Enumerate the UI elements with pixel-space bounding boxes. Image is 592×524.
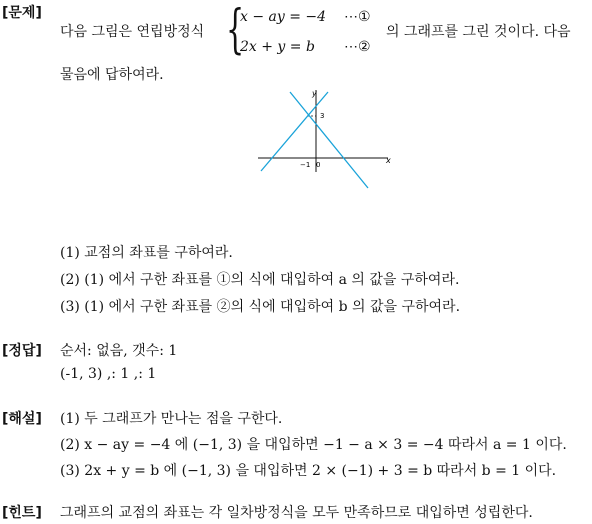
explanation-tag: [해설] [2,411,42,427]
equation-2: 2x + y = b [240,39,315,55]
problem-intro-line2: 물음에 답하여라. [60,67,164,83]
system-brace: { [226,0,245,60]
answer-line-2: (-1, 3) ,: 1 ,: 1 [60,366,157,382]
line-2 [261,92,328,171]
line-1 [290,92,368,188]
explanation-line-3: (3) 2x + y = b 에 (−1, 3) 을 대입하면 2 × (−1) + 3 = b 따라서 b = 1 이다. [60,463,557,479]
origin-label: 0 [316,161,321,169]
hint-tag: [힌트] [2,505,42,521]
x-axis-label: x [386,156,391,165]
answer-tag: [정답] [2,343,42,359]
tick-label-x: −1 [300,161,311,169]
graph [250,84,400,196]
explanation-line-1: (1) 두 그래프가 만나는 점을 구한다. [60,411,283,427]
y-axis-label: y [312,89,317,98]
answer-line-1: 순서: 없음, 갯수: 1 [60,343,178,359]
problem-tag: [문제] [2,5,42,21]
question-3: (3) (1) 에서 구한 좌표를 ②의 식에 대입하여 b 의 값을 구하여라. [60,299,461,315]
equation-1-ref: ⋯① [344,9,371,25]
hint-text: 그래프의 교점의 좌표는 각 일차방정식을 모두 만족하므로 대입하면 성립한다. [60,505,533,521]
explanation-line-2: (2) x − ay = −4 에 (−1, 3) 을 대입하면 −1 − a × 3 = −4 따라서 a = 1 이다. [60,437,567,453]
equation-1: x − ay = −4 [240,9,327,25]
question-1: (1) 교점의 좌표를 구하여라. [60,245,233,261]
problem-intro-after: 의 그래프를 그린 것이다. 다음 [386,24,571,40]
tick-label-y: 3 [320,112,325,120]
question-2: (2) (1) 에서 구한 좌표를 ①의 식에 대입하여 a 의 값을 구하여라. [60,272,460,288]
problem-intro-before: 다음 그림은 연립방정식 [60,24,205,40]
equation-2-ref: ⋯② [344,39,371,55]
